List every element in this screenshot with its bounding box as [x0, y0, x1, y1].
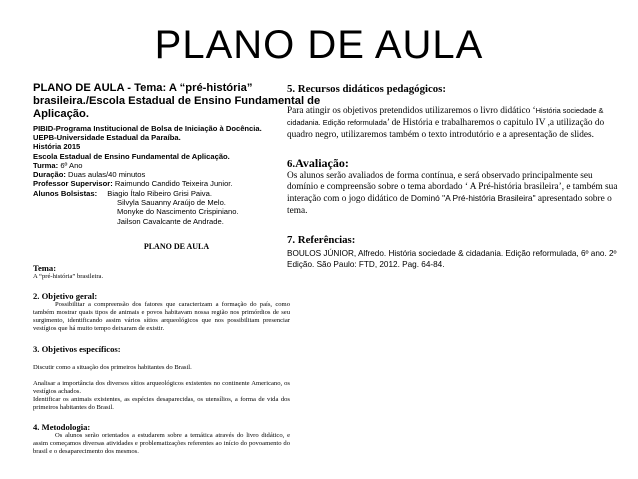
- referencias-heading: 7. Referências:: [287, 234, 356, 247]
- alunos-line: [33, 189, 290, 198]
- aluno-name: Monyke do Nascimento Crispiniano.: [117, 207, 239, 217]
- aluno-name: Jailson Cavalcante de Andrade.: [117, 216, 224, 226]
- school-line: Escola Estadual de Ensino Fundamental de Aplicação.: [33, 151, 230, 161]
- avaliacao-number: 6.: [287, 157, 296, 170]
- professor-value: Raimundo Candido Teixeira Junior.: [114, 179, 233, 189]
- objetivo-especifico-item: Analisar a importância dos diversos sítios arqueológicos existentes no continente Americano, os vestígios achados.: [33, 380, 290, 396]
- pibid-line: PIBID-Programa Institucional de Bolsa de Iniciação à Docência.: [33, 123, 262, 133]
- objetivo-especifico-item: Identificar os animais existentes, as espécies desaparecidas, os utensílios, a forma de vida dos primeiros habitantes do Brasil.: [33, 396, 290, 412]
- objetivos-especificos-heading: 3. Objetivos específicos:: [33, 344, 121, 355]
- discipline-line: História 2015: [33, 142, 81, 152]
- lesson-plan-document: [33, 82, 321, 456]
- turma-line: [33, 161, 290, 170]
- aluno-name: Biagio Ítalo Ribeiro Grisi Paiva.: [107, 188, 212, 198]
- avaliacao-heading-line: [287, 157, 623, 171]
- document-title-line-1: PLANO DE AULA - Tema: A “pré-história”: [33, 82, 253, 94]
- referencias-text: BOULOS JÚNIOR, Alfredo. História sociedade & cidadania. Edição reformulada, 6º ano. 2º Edição. São Paulo: FTD, 2012. Pag. 64-84.: [287, 249, 617, 269]
- recursos-text-start: Para atingir os objetivos pretendidos utilizaremos o livro didático ‘: [287, 106, 536, 116]
- tema-heading: Tema:: [33, 262, 57, 273]
- recursos-text: [287, 105, 623, 141]
- document-metadata: [33, 124, 290, 226]
- slide-title: PLANO DE AULA: [154, 23, 484, 67]
- lesson-plan-continued: [287, 83, 623, 270]
- document-title-line-3: Aplicação.: [33, 108, 89, 121]
- duracao-label: Duração:: [33, 170, 66, 180]
- avaliacao-game-title: Dominó "A Pré-história Brasileira": [410, 193, 536, 204]
- avaliacao-heading: Avaliação:: [295, 155, 349, 170]
- tema-text: A “pré-história” brasileira.: [33, 272, 104, 280]
- metodologia-heading: 4. Metodologia:: [33, 421, 91, 432]
- objetivo-especifico-item: Discutir como a situação dos primeiros habitantes do Brasil.: [33, 364, 192, 372]
- avaliacao-text-end: apresentado sobre o tema.: [287, 194, 612, 216]
- duracao-value: Duas aulas/40 minutos: [68, 170, 146, 180]
- professor-line: [33, 179, 290, 188]
- document-title-line-2: brasileira./Escola Estadual de Ensino Fundamental de: [33, 95, 321, 108]
- avaliacao-text-start: Os alunos serão avaliados de forma contínua, e será observado principalmente seu domínio e compreensão sobre o tema abordado ‘ A Pré-história brasileira’, e também sua interação com o jogo didático de: [287, 170, 618, 205]
- plan-subtitle: PLANO DE AULA: [143, 241, 210, 251]
- turma-label: Turma:: [33, 160, 59, 170]
- turma-value: 6º Ano: [60, 160, 83, 170]
- uepb-line: UEPB-Universidade Estadual da Paraíba.: [33, 132, 181, 142]
- avaliacao-text: [287, 171, 623, 217]
- alunos-label: Alunos Bolsistas:: [33, 188, 98, 198]
- metodologia-text: Os alunos serão orientados a estudarem sobre a temática através do livro didático, e assim começamos diversas atividades e problematizações referentes ao início do povoamento do brasil e o desaparecimento dos mesmos.: [33, 431, 290, 455]
- professor-label: Professor Supervisor:: [33, 179, 113, 189]
- recursos-text-end: ’ de História e trabalharemos o capitulo IV ,a utilização do quadro negro, utilizaremos também o texto introdutório e a apresentação de slides.: [287, 118, 605, 140]
- objetivo-geral-text: Possibilitar a compreensão dos fatores que caracterizam a formação do país, como também mostrar quais tipos de animais e povos habitavam nossa região nos primórdios de seu surgimento, identificando assim vários sítios arqueológicos que nos possibilitam presenciar vestígios que há muito tempo deixaram de existir.: [33, 300, 290, 332]
- recursos-heading: 5. Recursos didáticos pedagógicos:: [287, 83, 446, 95]
- duracao-line: [33, 170, 290, 179]
- aluno-name: Silvyla Sauanny Araújo de Melo.: [117, 197, 226, 207]
- recursos-book-title: História sociedade & cidadania. Edição reformulada: [287, 106, 604, 128]
- objetivo-geral-heading: 2. Objetivo geral:: [33, 290, 98, 301]
